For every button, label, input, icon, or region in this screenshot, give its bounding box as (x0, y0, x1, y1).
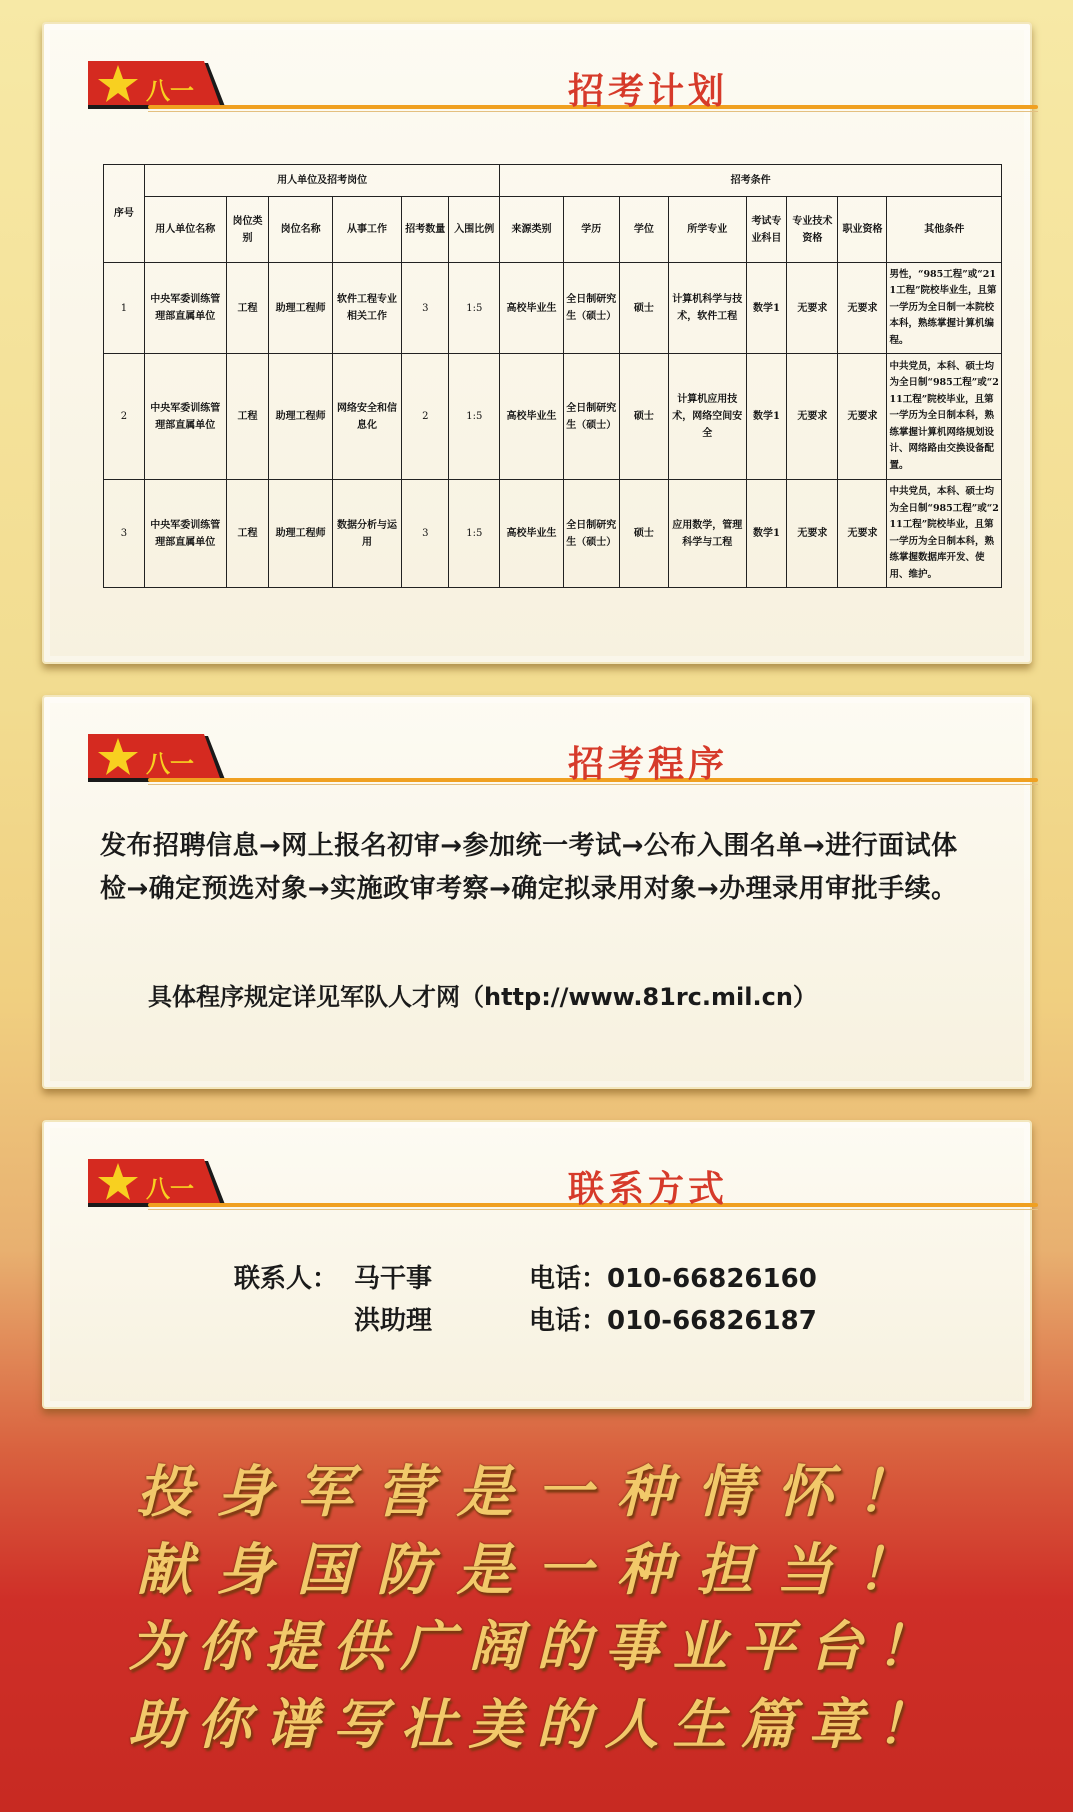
th-unit: 用人单位名称 (144, 197, 226, 263)
table-row (104, 263, 1002, 354)
th-edu: 学历 (563, 197, 619, 263)
th-cond-group: 招考条件 (500, 165, 1002, 197)
cell-other: 男性，“985工程”或“211工程”院校毕业生，且第一学历为全日制一本院校本科，熟练掌握计算机编程。 (887, 263, 1002, 354)
cell-edu: 全日制研究生（硕士） (563, 263, 619, 354)
cell-source: 高校毕业生 (500, 263, 563, 354)
cell-tech: 无要求 (787, 354, 838, 480)
process-note: 具体程序规定详见军队人才网（http://www.81rc.mil.cn） (148, 983, 817, 1011)
badge-text: 八一 (146, 1175, 194, 1203)
section-header-plan (88, 61, 1038, 121)
cell-unit: 中央军委训练管理部直属单位 (144, 480, 226, 588)
cell-ratio: 1:5 (449, 263, 500, 354)
cell-major: 计算机科学与技术，软件工程 (668, 263, 746, 354)
cell-source: 高校毕业生 (500, 480, 563, 588)
cell-count: 3 (402, 480, 449, 588)
contact-label: 联系人： (234, 1264, 339, 1294)
th-tech: 专业技术资格 (787, 197, 838, 263)
cell-work: 网络安全和信息化 (332, 354, 401, 480)
cell-exam: 数学1 (746, 354, 787, 480)
star-flag-icon (88, 1159, 243, 1209)
recruitment-process-card (42, 695, 1032, 1089)
cell-job: 无要求 (838, 354, 887, 480)
cell-major: 计算机应用技术，网络空间安全 (668, 354, 746, 480)
contact-phone[interactable]: 电话：010-66826160 (529, 1264, 817, 1294)
section-header-contact (88, 1159, 1038, 1219)
cell-count: 2 (402, 354, 449, 480)
slogan-line: 为你提供广阔的事业平台！ (128, 1614, 945, 1678)
slogan-line: 投身军营是一种情怀！ (136, 1459, 937, 1525)
cell-post-type: 工程 (226, 263, 269, 354)
cell-tech: 无要求 (787, 263, 838, 354)
cell-exam: 数学1 (746, 263, 787, 354)
table-row (104, 354, 1002, 480)
th-work: 从事工作 (332, 197, 401, 263)
cell-degree: 硕士 (619, 263, 668, 354)
slogan-line: 献身国防是一种担当！ (136, 1537, 937, 1603)
contact-name: 马干事 (354, 1264, 433, 1294)
star-flag-icon (88, 61, 243, 111)
cell-ratio: 1:5 (449, 480, 500, 588)
cell-job: 无要求 (838, 480, 887, 588)
cell-post-name: 助理工程师 (269, 354, 332, 480)
th-job: 职业资格 (838, 197, 887, 263)
star-flag-icon (88, 734, 243, 784)
cell-source: 高校毕业生 (500, 354, 563, 480)
cell-post-name: 助理工程师 (269, 480, 332, 588)
cell-exam: 数学1 (746, 480, 787, 588)
contact-phone[interactable]: 电话：010-66826187 (529, 1306, 817, 1336)
slogan-line: 助你谱写壮美的人生篇章！ (128, 1692, 945, 1756)
cell-edu: 全日制研究生（硕士） (563, 480, 619, 588)
th-degree: 学位 (619, 197, 668, 263)
cell-seq: 1 (104, 263, 145, 354)
th-seq: 序号 (104, 165, 145, 263)
cell-post-type: 工程 (226, 354, 269, 480)
section-title: 联系方式 (567, 1168, 728, 1210)
contact-name: 洪助理 (354, 1306, 433, 1336)
cell-tech: 无要求 (787, 480, 838, 588)
cell-ratio: 1:5 (449, 354, 500, 480)
section-title: 招考计划 (567, 70, 728, 112)
recruitment-plan-table (103, 164, 1002, 588)
cell-other: 中共党员，本科、硕士均为全日制“985工程”或“211工程”院校毕业，且第一学历为全日制本科，熟练掌握计算机网络规划设计、网络路由交换设备配置。 (887, 354, 1002, 480)
th-post-name: 岗位名称 (269, 197, 332, 263)
contact-card (42, 1120, 1032, 1409)
cell-unit: 中央军委训练管理部直属单位 (144, 354, 226, 480)
th-major: 所学专业 (668, 197, 746, 263)
cell-seq: 2 (104, 354, 145, 480)
cell-count: 3 (402, 263, 449, 354)
th-count: 招考数量 (402, 197, 449, 263)
section-header-process (88, 734, 1038, 794)
th-post-type: 岗位类别 (226, 197, 269, 263)
cell-unit: 中央军委训练管理部直属单位 (144, 263, 226, 354)
th-other: 其他条件 (887, 197, 1002, 263)
cell-seq: 3 (104, 480, 145, 588)
cell-work: 软件工程专业相关工作 (332, 263, 401, 354)
recruitment-plan-card (42, 22, 1032, 664)
cell-edu: 全日制研究生（硕士） (563, 354, 619, 480)
th-source: 来源类别 (500, 197, 563, 263)
cell-job: 无要求 (838, 263, 887, 354)
section-title: 招考程序 (567, 743, 728, 785)
badge-text: 八一 (146, 750, 194, 778)
th-unit-group: 用人单位及招考岗位 (144, 165, 500, 197)
process-steps: 发布招聘信息→网上报名初审→参加统一考试→公布入围名单→进行面试体检→确定预选对象→实施政审考察→确定拟录用对象→办理录用审批手续。 (100, 831, 958, 904)
cell-post-type: 工程 (226, 480, 269, 588)
cell-other: 中共党员，本科、硕士均为全日制“985工程”或“211工程”院校毕业，且第一学历为全日制本科，熟练掌握数据库开发、使用、维护。 (887, 480, 1002, 588)
badge-text: 八一 (146, 77, 194, 105)
th-exam: 考试专业科目 (746, 197, 787, 263)
cell-degree: 硕士 (619, 354, 668, 480)
cell-work: 数据分析与运用 (332, 480, 401, 588)
table-row (104, 480, 1002, 588)
cell-major: 应用数学，管理科学与工程 (668, 480, 746, 588)
cell-degree: 硕士 (619, 480, 668, 588)
th-ratio: 入围比例 (449, 197, 500, 263)
cell-post-name: 助理工程师 (269, 263, 332, 354)
